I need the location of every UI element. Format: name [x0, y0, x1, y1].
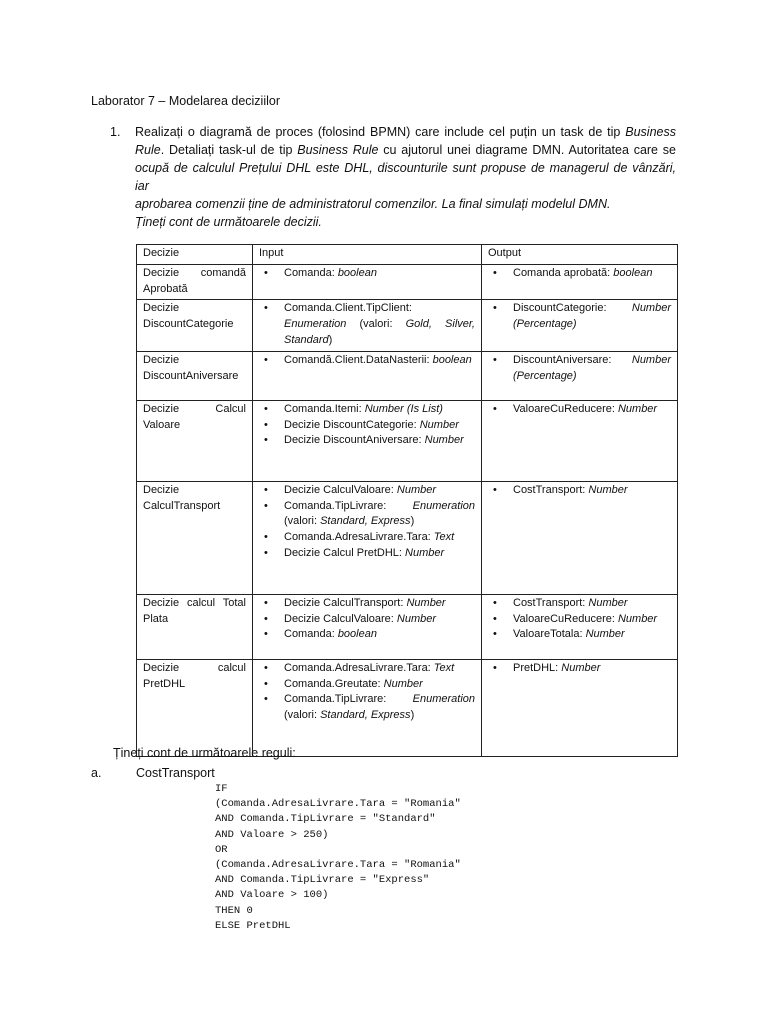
task-line — [135, 123, 676, 141]
type-text: Enumeration — [412, 499, 475, 512]
type-text: Number — [424, 434, 464, 447]
type-text: Number — [419, 418, 459, 431]
table-row — [137, 264, 678, 300]
input-cell — [253, 264, 482, 300]
output-cell — [482, 400, 678, 481]
inputs-list — [259, 301, 475, 348]
decision-name: Decizie Calcul — [143, 402, 246, 415]
field-text: Comandă.Client.DataNasterii: — [284, 353, 433, 366]
output-cell — [482, 659, 678, 756]
type-text: Number — [617, 612, 658, 625]
field-text: (valori: — [284, 515, 321, 528]
field-text: ) — [328, 333, 333, 346]
outputs-list — [488, 266, 671, 282]
decision-name: Decizie calcul — [143, 661, 246, 674]
task-text-segment: Țineți cont de următoarele decizii. — [135, 215, 322, 229]
type-text: Text — [433, 661, 455, 674]
page-title: Laborator 7 – Modelarea deciziilor — [91, 94, 280, 108]
list-item — [488, 483, 671, 499]
output-cell — [482, 594, 678, 659]
task-text-segment: aprobarea comenzii ține de administratorul comenzilor. La final simulați modelul DMN. — [135, 197, 611, 211]
decision-name: Plata — [143, 612, 169, 625]
field-text: (valori: — [346, 318, 406, 331]
field-text: Decizie CalculValoare: — [284, 612, 397, 625]
field-text: Comanda.Itemi: — [284, 402, 365, 415]
output-cell — [482, 481, 678, 594]
task-number: 1. — [110, 125, 121, 139]
field-text: Decizie Calcul PretDHL: — [284, 546, 406, 559]
list-item — [259, 661, 475, 677]
type-text: Number — [617, 402, 658, 415]
list-item — [259, 433, 475, 449]
inputs-list — [259, 661, 475, 724]
type-text: Number (Is List) — [364, 402, 443, 415]
table-row — [137, 351, 678, 400]
type-text: boolean — [337, 266, 377, 279]
task-text-segment: Realizați o diagramă de proces (folosind BPMN) care include cel puțin un task de tip — [135, 125, 626, 139]
list-item — [259, 301, 475, 348]
list-item — [488, 612, 671, 628]
decisions-table — [136, 244, 678, 757]
table-header-row — [137, 245, 678, 265]
type-text: boolean — [432, 353, 472, 366]
decision-name: Aprobată — [143, 282, 188, 295]
code-line: (Comanda.AdresaLivrare.Tara = "Romania" — [215, 798, 461, 811]
list-item — [259, 266, 475, 282]
task-text-segment: Rule — [135, 143, 161, 157]
output-cell — [482, 264, 678, 300]
list-item — [488, 661, 671, 677]
list-item — [488, 596, 671, 612]
decision-name: PretDHL — [143, 677, 186, 690]
output-cell — [482, 351, 678, 400]
list-item — [259, 499, 475, 531]
task-line — [135, 213, 676, 231]
field-text: ValoareCuReducere: — [513, 612, 618, 625]
field-text: DiscountAniversare: — [513, 353, 632, 366]
field-text: Comanda: — [284, 266, 338, 279]
field-text: ValoareTotala: — [513, 628, 586, 641]
input-cell — [253, 659, 482, 756]
inputs-list — [259, 266, 475, 282]
field-text: ValoareCuReducere: — [513, 402, 618, 415]
type-text: Number — [588, 483, 628, 496]
task-text-segment: cu ajutorul unei diagrame DMN. Autoritatea care se — [378, 143, 677, 157]
outputs-list — [488, 661, 671, 677]
field-text: (valori: — [284, 709, 321, 722]
decision-cell — [137, 264, 253, 300]
outputs-list — [488, 402, 671, 418]
field-text: ) — [410, 515, 415, 528]
list-item — [488, 353, 671, 385]
type-text: Number — [406, 596, 446, 609]
inputs-list — [259, 483, 475, 562]
inputs-list — [259, 353, 475, 369]
task-text — [135, 123, 676, 231]
task-line — [135, 141, 676, 159]
list-item — [259, 677, 475, 693]
decision-cell — [137, 351, 253, 400]
rule-item-title: CostTransport — [136, 766, 215, 780]
type-text: Number — [561, 661, 601, 674]
decision-name: Decizie — [143, 353, 180, 366]
task-text-segment: Business Rule — [297, 143, 379, 157]
output-cell — [482, 300, 678, 351]
decision-cell — [137, 659, 253, 756]
type-text: Number — [585, 628, 625, 641]
code-line: AND Comanda.TipLivrare = "Standard" — [215, 813, 436, 826]
type-text: Number — [396, 612, 437, 625]
field-text: Decizie DiscountCategorie: — [284, 418, 420, 431]
table-row — [137, 400, 678, 481]
type-text: Number — [396, 483, 437, 496]
type-text: Text — [433, 531, 455, 544]
input-cell — [253, 300, 482, 351]
field-text: Comanda.AdresaLivrare.Tara: — [284, 661, 434, 674]
header-output: Output — [482, 245, 678, 265]
outputs-list — [488, 596, 671, 643]
decision-name: Decizie — [143, 483, 180, 496]
code-line: AND Comanda.TipLivrare = "Express" — [215, 874, 430, 887]
list-item — [259, 692, 475, 724]
list-item — [259, 612, 475, 628]
code-line: THEN 0 — [215, 904, 253, 917]
field-text: Decizie DiscountAniversare: — [284, 434, 425, 447]
type-text: Enumeration — [412, 693, 475, 706]
list-item — [259, 353, 475, 369]
decision-cell — [137, 300, 253, 351]
table-row — [137, 659, 678, 756]
list-item — [259, 418, 475, 434]
field-text: CostTransport: — [513, 596, 589, 609]
type-text: boolean — [337, 628, 377, 641]
field-text: Comanda.TipLivrare: — [284, 693, 413, 706]
task-text-segment: . Detaliați task-ul de tip — [160, 143, 298, 157]
outputs-list — [488, 301, 671, 333]
task-1 — [110, 123, 676, 231]
code-line: IF — [215, 783, 228, 795]
field-text: Comanda.Greutate: — [284, 677, 384, 690]
rule-code — [215, 782, 461, 934]
field-text: Decizie CalculValoare: — [284, 483, 397, 496]
code-line: AND Valoare > 250) — [215, 828, 329, 841]
table-row — [137, 481, 678, 594]
task-line — [135, 159, 676, 195]
decision-name: DiscountCategorie — [143, 318, 234, 331]
outputs-list — [488, 353, 671, 385]
decision-name: Valoare — [143, 418, 181, 431]
rule-item-label: a. — [91, 766, 102, 780]
type-text: Number — [588, 596, 628, 609]
header-decizie: Decizie — [137, 245, 253, 265]
decision-name: Decizie — [143, 302, 180, 315]
inputs-list — [259, 596, 475, 643]
type-text: Number (Percentage) — [513, 353, 671, 382]
field-text: Decizie CalculTransport: — [284, 596, 407, 609]
decision-name: Decizie calcul Total — [143, 596, 246, 609]
rules-title: Țineți cont de următoarele reguli: — [113, 746, 296, 760]
decision-name: Decizie comandă — [143, 266, 246, 279]
field-text: Comanda aprobată: — [513, 266, 614, 279]
list-item — [488, 402, 671, 418]
type-text: Number — [405, 546, 445, 559]
code-line: AND Valoare > 100) — [215, 889, 329, 902]
decision-name: DiscountAniversare — [143, 369, 239, 382]
input-cell — [253, 400, 482, 481]
task-line — [135, 195, 676, 213]
decision-cell — [137, 400, 253, 481]
type-text: Enumeration — [284, 318, 347, 331]
field-text: CostTransport: — [513, 483, 589, 496]
decision-name: CalculTransport — [143, 499, 221, 512]
type-text: Gold, Silver, Standard — [284, 318, 475, 346]
code-line: OR — [215, 843, 228, 856]
list-item — [259, 546, 475, 562]
field-text: PretDHL: — [513, 661, 562, 674]
field-text: DiscountCategorie: — [513, 302, 632, 315]
type-text: Number (Percentage) — [513, 302, 671, 331]
field-text: Comanda: — [284, 628, 338, 641]
field-text: Comanda.TipLivrare: — [284, 499, 413, 512]
type-text: Standard, Express — [320, 515, 411, 528]
input-cell — [253, 594, 482, 659]
list-item — [259, 530, 475, 546]
code-line: (Comanda.AdresaLivrare.Tara = "Romania" — [215, 859, 461, 872]
list-item — [259, 627, 475, 643]
list-item — [488, 627, 671, 643]
list-item — [259, 483, 475, 499]
table-body — [137, 264, 678, 756]
code-line: ELSE PretDHL — [215, 919, 291, 932]
header-input: Input — [253, 245, 482, 265]
list-item — [259, 402, 475, 418]
type-text: Number — [383, 677, 423, 690]
type-text: boolean — [613, 266, 653, 279]
input-cell — [253, 351, 482, 400]
task-text-segment: Business — [625, 125, 676, 139]
field-text: ) — [410, 709, 415, 722]
inputs-list — [259, 402, 475, 449]
input-cell — [253, 481, 482, 594]
outputs-list — [488, 483, 671, 499]
list-item — [488, 266, 671, 282]
field-text: Comanda.AdresaLivrare.Tara: — [284, 531, 434, 544]
table-row — [137, 300, 678, 351]
type-text: Standard, Express — [320, 709, 411, 722]
table-row — [137, 594, 678, 659]
field-text: Comanda.Client.TipClient: — [284, 302, 412, 315]
list-item — [488, 301, 671, 333]
list-item — [259, 596, 475, 612]
task-text-segment: ocupă de calculul Prețului DHL este DHL, discounturile sunt propuse de managerul de vânzări, iar — [135, 161, 676, 193]
decision-cell — [137, 481, 253, 594]
decision-cell — [137, 594, 253, 659]
